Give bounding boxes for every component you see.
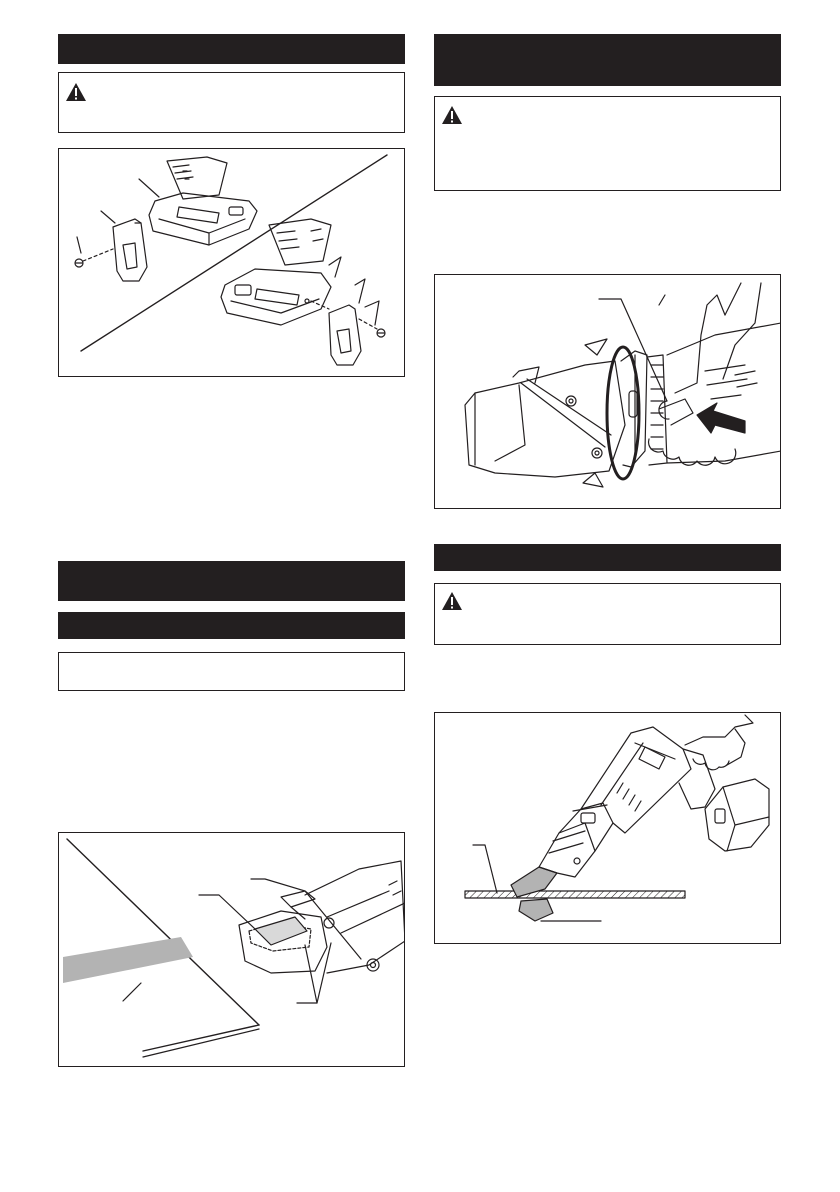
section-heading-bar-operation [58, 561, 405, 601]
head-rotation-illustration [435, 275, 781, 509]
figure-hook-installation [58, 148, 405, 377]
hook-installation-illustration [59, 149, 405, 377]
figure-cutting-line [58, 832, 405, 1067]
warning-box-hook [58, 72, 405, 133]
warning-triangle-icon [441, 591, 463, 611]
figure-head-rotation [434, 274, 781, 509]
section-heading-bar-rotation [434, 34, 781, 86]
subsection-heading-bar [58, 612, 405, 639]
section-heading-bar-hook [58, 34, 405, 64]
section-heading-bar-cutting [434, 544, 781, 571]
cutting-line-illustration [59, 833, 405, 1067]
note-box [58, 652, 405, 691]
warning-triangle-icon [65, 82, 87, 102]
figure-cutting-operation [434, 712, 781, 944]
warning-triangle-icon [441, 105, 463, 125]
cutting-operation-illustration [435, 713, 781, 944]
warning-box-cutting [434, 583, 781, 645]
warning-box-rotation [434, 96, 781, 191]
